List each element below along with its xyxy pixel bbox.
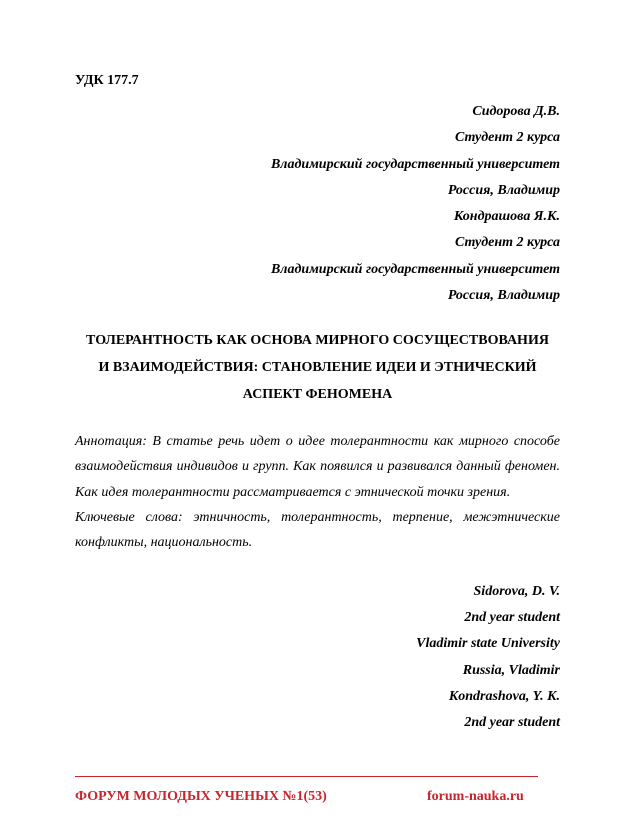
- author-status: 2nd year student: [464, 715, 560, 731]
- footer-site-link[interactable]: forum-nauka.ru: [427, 789, 524, 804]
- author-name: Kondrashova, Y. K.: [448, 688, 560, 704]
- author-location: Russia, Vladimir: [462, 662, 560, 678]
- abstract-block: [75, 429, 560, 555]
- abstract-text: Аннотация: В статье речь идет о идее толерантности как мирного способе взаимодействия индивидов и групп. Как появился и развивался данный феномен. Как идея толерантности рассматривается с этнической точки зрения.: [75, 434, 560, 500]
- title-line: ТОЛЕРАНТНОСТЬ КАК ОСНОВА МИРНОГО СОСУЩЕСТВОВАНИЯ: [86, 333, 549, 348]
- title-line: И ВЗАИМОДЕЙСТВИЯ: СТАНОВЛЕНИЕ ИДЕИ И ЭТНИЧЕСКИЙ: [98, 360, 537, 375]
- title-line: АСПЕКТ ФЕНОМЕНА: [242, 387, 393, 402]
- author-affiliation: Владимирский государственный университет: [270, 261, 560, 277]
- author-name: Кондрашова Я.К.: [453, 209, 560, 225]
- author-affiliation: Владимирский государственный университет: [270, 156, 560, 172]
- authors-block-en: [75, 579, 560, 736]
- udk-code: УДК 177.7: [75, 73, 139, 88]
- footer-journal-name: ФОРУМ МОЛОДЫХ УЧЕНЫХ №1(53): [75, 789, 327, 804]
- footer-divider: [75, 776, 538, 777]
- author-location: Россия, Владимир: [447, 182, 560, 198]
- keywords-text: Ключевые слова: этничность, толерантность, терпение, межэтнические конфликты, национальность.: [75, 509, 560, 551]
- author-location: Россия, Владимир: [447, 288, 560, 304]
- authors-block-ru: [75, 99, 560, 309]
- author-affiliation: Vladimir state University: [416, 636, 560, 652]
- author-name: Sidorova, D. V.: [473, 584, 560, 599]
- author-status: 2nd year student: [464, 610, 560, 626]
- author-status: Студент 2 курса: [454, 235, 560, 251]
- author-name: Сидорова Д.В.: [472, 104, 560, 119]
- author-status: Студент 2 курса: [454, 130, 560, 146]
- article-title: [75, 327, 560, 408]
